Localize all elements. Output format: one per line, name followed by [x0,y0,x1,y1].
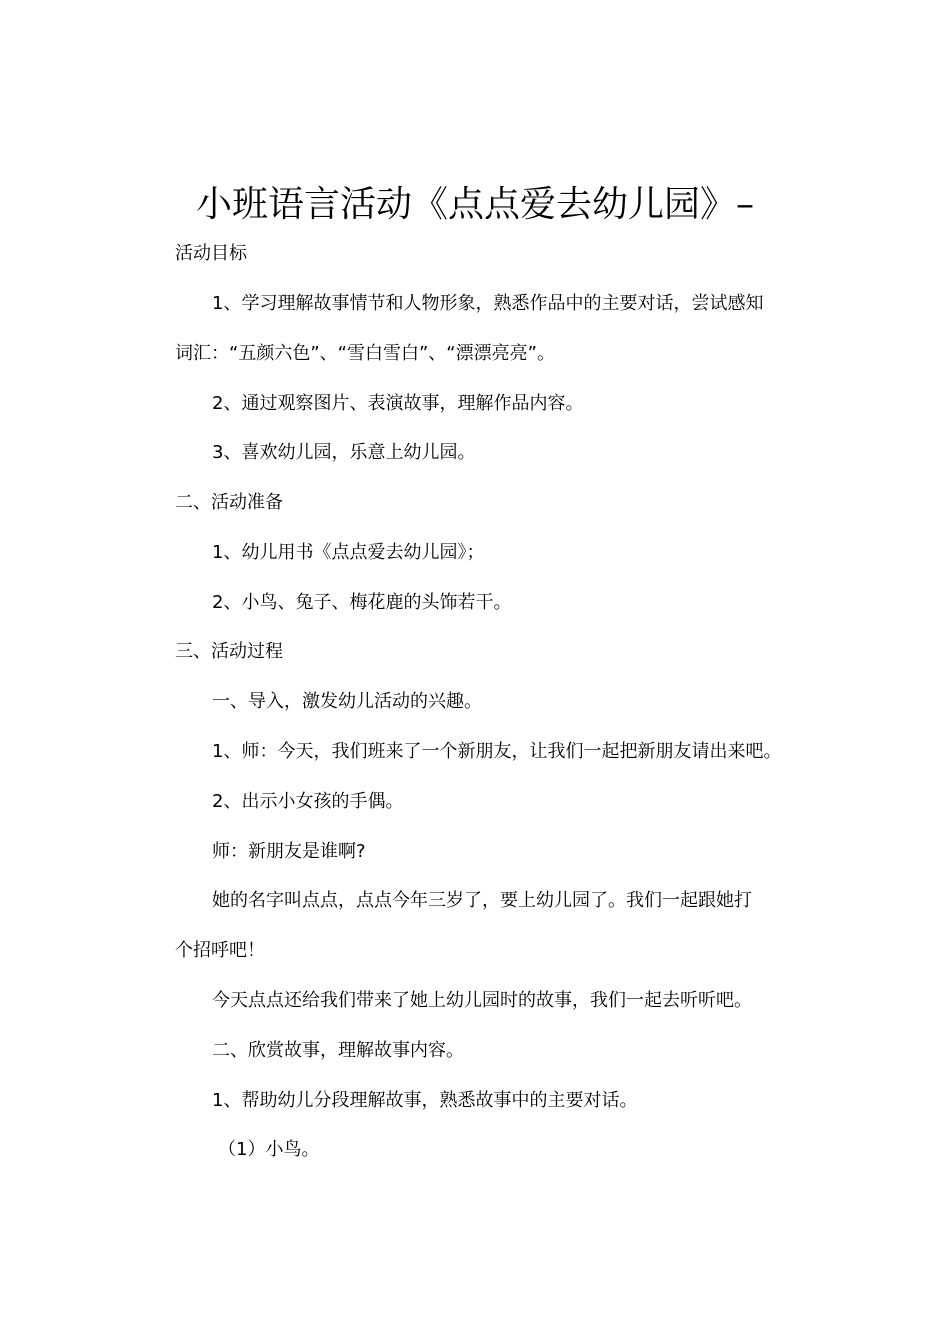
paragraph: 2、通过观察图片、表演故事，理解作品内容。 [212,393,584,414]
paragraph: 2、出示小女孩的手偶。 [212,791,404,812]
paragraph: 1、帮助幼儿分段理解故事，熟悉故事中的主要对话。 [212,1090,638,1111]
paragraph: 1、学习理解故事情节和人物形象，熟悉作品中的主要对话，尝试感知 [212,293,764,314]
document-title: 小班语言活动《点点爱去幼儿园》– [195,184,754,225]
paragraph: 她的名字叫点点，点点今年三岁了，要上幼儿园了。我们一起跟她打 [212,890,752,911]
paragraph-continuation: 词汇：“五颜六色”、“雪白雪白”、“漂漂亮亮”。 [175,343,555,364]
section-heading-objectives: 活动目标 [175,243,247,264]
paragraph: 1、师：今天，我们班来了一个新朋友，让我们一起把新朋友请出来吧。 [212,741,782,762]
paragraph: 1、幼儿用书《点点爱去幼儿园》； [212,542,485,563]
paragraph: 师：新朋友是谁啊? [212,841,366,862]
paragraph-continuation: 个招呼吧！ [175,940,265,961]
paragraph: 一、导入，激发幼儿活动的兴趣。 [212,691,482,712]
paragraph: 今天点点还给我们带来了她上幼儿园时的故事，我们一起去听听吧。 [212,990,752,1011]
paragraph: 3、喜欢幼儿园，乐意上幼儿园。 [212,442,476,463]
paragraph: （1）小鸟。 [218,1139,320,1160]
section-heading-preparation: 二、活动准备 [175,492,283,513]
paragraph: 二、欣赏故事，理解故事内容。 [212,1040,464,1061]
section-heading-process: 三、活动过程 [175,641,283,662]
paragraph: 2、小鸟、兔子、梅花鹿的头饰若干。 [212,592,512,613]
